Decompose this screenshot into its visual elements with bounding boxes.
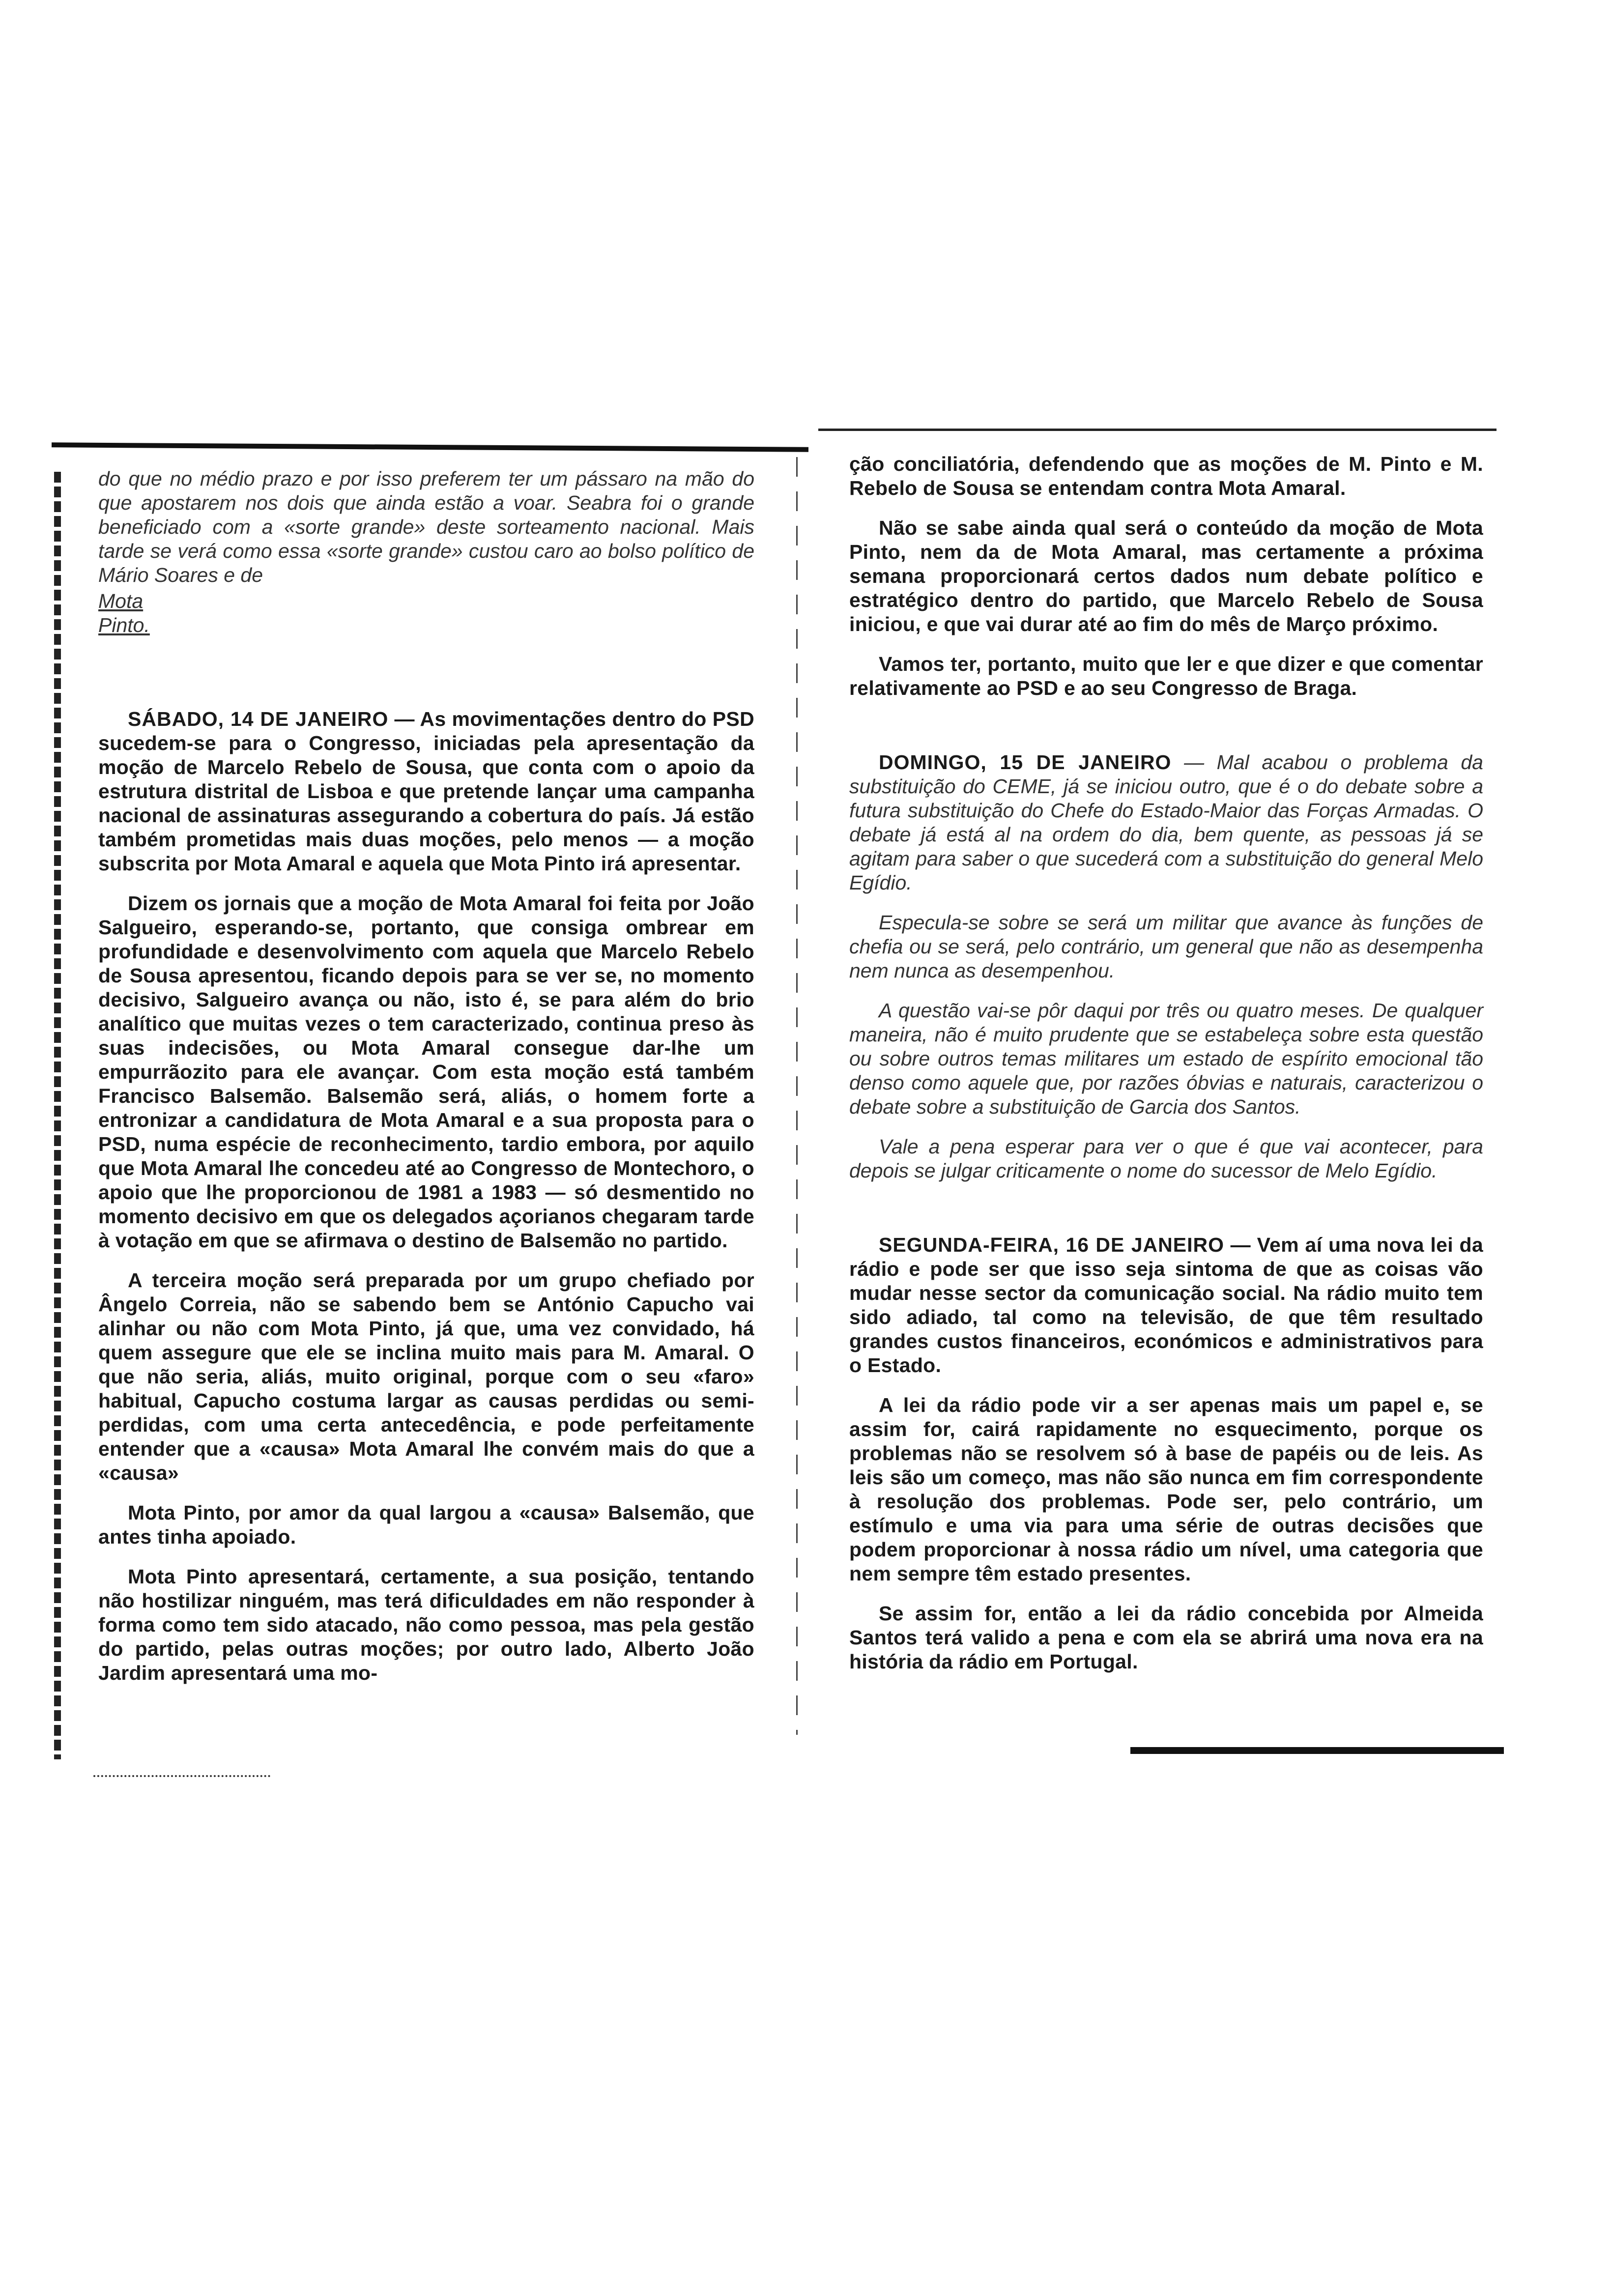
domingo-paragraph-2: Especula-se sobre se será um militar que avance às funções de chefia ou se será, pelo contrário, um general que não as desempenha nem nunca as desempenhou. — [849, 911, 1483, 982]
right-column — [849, 452, 1483, 1690]
continuation-paragraph-2: Não se sabe ainda qual será o conteúdo da moção de Mota Pinto, nem da de Mota Amaral, mas certamente a próxima semana proporcionará certos dados num debate político e estratégico dentro do partido, que Marcelo Rebelo de Sousa iniciou, e que vai durar até ao fim do mês de Março próximo. — [849, 517, 1483, 635]
top-rule-left — [52, 442, 808, 452]
spacer — [849, 716, 1483, 750]
segunda-heading: SEGUNDA-FEIRA, 16 DE JANEIRO — [879, 1234, 1224, 1256]
domingo-paragraph-3: A questão vai-se pôr daqui por três ou quatro meses. De qualquer maneira, não é muito prudente que se estabeleça sobre esta questão ou sobre outros temas militares um estado de espírito emocional tão denso como aquele que, por razões óbvias e naturais, caracterizou o debate sobre a substituição de Garcia dos Santos. — [849, 999, 1483, 1118]
continuation-paragraph-3: Vamos ter, portanto, muito que ler e que dizer e que comentar relativamente ao PSD e ao seu Congresso de Braga. — [849, 653, 1483, 699]
spacer — [849, 1199, 1483, 1233]
domingo-heading: DOMINGO, 15 DE JANEIRO — [879, 751, 1172, 774]
spacer — [98, 653, 754, 707]
intro-signature: Mota Pinto. — [98, 590, 150, 636]
sabado-paragraph-5: Mota Pinto apresentará, certamente, a sua posição, tentando não hostilizar ninguém, mas terá dificuldades em não responder à forma como tem sido atacado, não como pessoa, mas pela gestão do partido, pelas outras moções; por outro lado, Alberto João Jardim apresentará uma mo- — [98, 1565, 754, 1684]
domingo-paragraph-1 — [849, 750, 1483, 895]
sabado-heading: SÁBADO, 14 DE JANEIRO — [128, 708, 389, 730]
top-rule-right — [818, 429, 1497, 431]
segunda-text-1: — Vem aí uma nova lei da rádio e pode ser que isso seja sintoma de que as coisas vão mudar nesse sector da comunicação social. Na rádio muito tem sido adiado, tal como na televisão, de que têm resultado grandes custos financeiros, económicos e administrativos para o Estado. — [849, 1234, 1483, 1377]
column-divider — [796, 457, 798, 1735]
continuation-paragraph-1: ção conciliatória, defendendo que as moções de M. Pinto e M. Rebelo de Sousa se entendam contra Mota Amaral. — [849, 453, 1483, 499]
sabado-text-1: — As movimentações dentro do PSD sucedem-se para o Congresso, iniciadas pela apresentação da moção de Marcelo Rebelo de Sousa, que conta com o apoio da estrutura distrital de Lisboa e que pretende lançar uma campanha nacional de assinaturas assegurando a cobertura do país. Já estão também prometidas mais duas moções, pelo menos — a moção subscrita por Mota Amaral e aquela que Mota Pinto irá apresentar. — [98, 708, 754, 875]
sabado-paragraph-2: Dizem os jornais que a moção de Mota Amaral foi feita por João Salgueiro, esperando-se, portanto, que consiga ombrear em profundidade e desenvolvimento com aquela que Marcelo Rebelo de Sousa apresentou, ficando depois para se ver se, no momento decisivo, Salgueiro avança ou não, isto é, se para além do brio analítico que muitas vezes o tem caracterizado, continua preso às suas indecisões, ou Mota Amaral consegue dar-lhe um empurrãozito para ele avançar. Com esta moção está também Francisco Balsemão. Balsemão será, aliás, o homem forte a entronizar a candidatura de Mota Amaral e a sua proposta para o PSD, numa espécie de reconhecimento, tardio embora, por aquilo que Mota Amaral lhe concedeu até ao Congresso de Montechoro, o apoio que lhe proporcionou de 1981 a 1983 — só desmentido no momento decisivo em que os delegados açorianos chegaram tarde à votação em que se afirmava o destino de Balsemão no partido. — [98, 892, 754, 1252]
intro-paragraph — [98, 467, 754, 637]
segunda-paragraph-3: Se assim for, então a lei da rádio concebida por Almeida Santos terá valido a pena e com ela se abrirá uma nova era na história da rádio em Portugal. — [849, 1602, 1483, 1673]
domingo-text-1: — Mal acabou o problema da substituição do CEME, já se iniciou outro, que é o do debate sobre a futura substituição do Chefe do Estado-Maior das Forças Armadas. O debate já está al na ordem do dia, bem quente, as pessoas já se agitam para saber o que sucederá com a substituição do general Melo Egídio. — [849, 751, 1483, 894]
segunda-paragraph-2: A lei da rádio pode vir a ser apenas mais um papel e, se assim for, cairá rapidamente no esquecimento, porque os problemas não se resolvem só à base de papéis ou de leis. As leis são um começo, mas não são nunca em fim correspondente à resolução dos problemas. Pode ser, pelo contrário, um estímulo e uma via para uma série de outras decisões que podem proporcionar à nossa rádio um nível, uma categoria que nem sempre têm estado presentes. — [849, 1394, 1483, 1585]
bottom-rule-right — [1130, 1747, 1504, 1754]
domingo-paragraph-4: Vale a pena esperar para ver o que é que vai acontecer, para depois se julgar criticamente o nome do sucessor de Melo Egídio. — [849, 1135, 1483, 1182]
left-column — [98, 467, 754, 1701]
intro-text: do que no médio prazo e por isso preferem ter um pássaro na mão do que apostarem nos dois que ainda estão a voar. Seabra foi o grande beneficiado com a «sorte grande» deste sorteamento nacional. Mais tarde se verá como essa «sorte grande» custou caro ao bolso político de Mário Soares e de — [98, 467, 754, 586]
sabado-paragraph-4: Mota Pinto, por amor da qual largou a «causa» Balsemão, que antes tinha apoiado. — [98, 1501, 754, 1548]
segunda-paragraph-1 — [849, 1233, 1483, 1378]
bottom-dots-left — [93, 1775, 270, 1779]
sabado-paragraph-3: A terceira moção será preparada por um grupo chefiado por Ângelo Correia, não se sabendo bem se António Capucho vai alinhar ou não com Mota Pinto, já que, uma vez convidado, há quem assegure que ele se inclina muito mais para M. Amaral. O que não seria, aliás, muito original, porque com o seu «faro» habitual, Capucho costuma largar as causas perdidas ou semi-perdidas, com uma certa antecedência, e pode perfeitamente entender que a «causa» Mota Amaral lhe convém mais do que a «causa» — [98, 1269, 754, 1484]
left-margin-bar — [54, 472, 61, 1759]
sabado-paragraph-1 — [98, 707, 754, 876]
